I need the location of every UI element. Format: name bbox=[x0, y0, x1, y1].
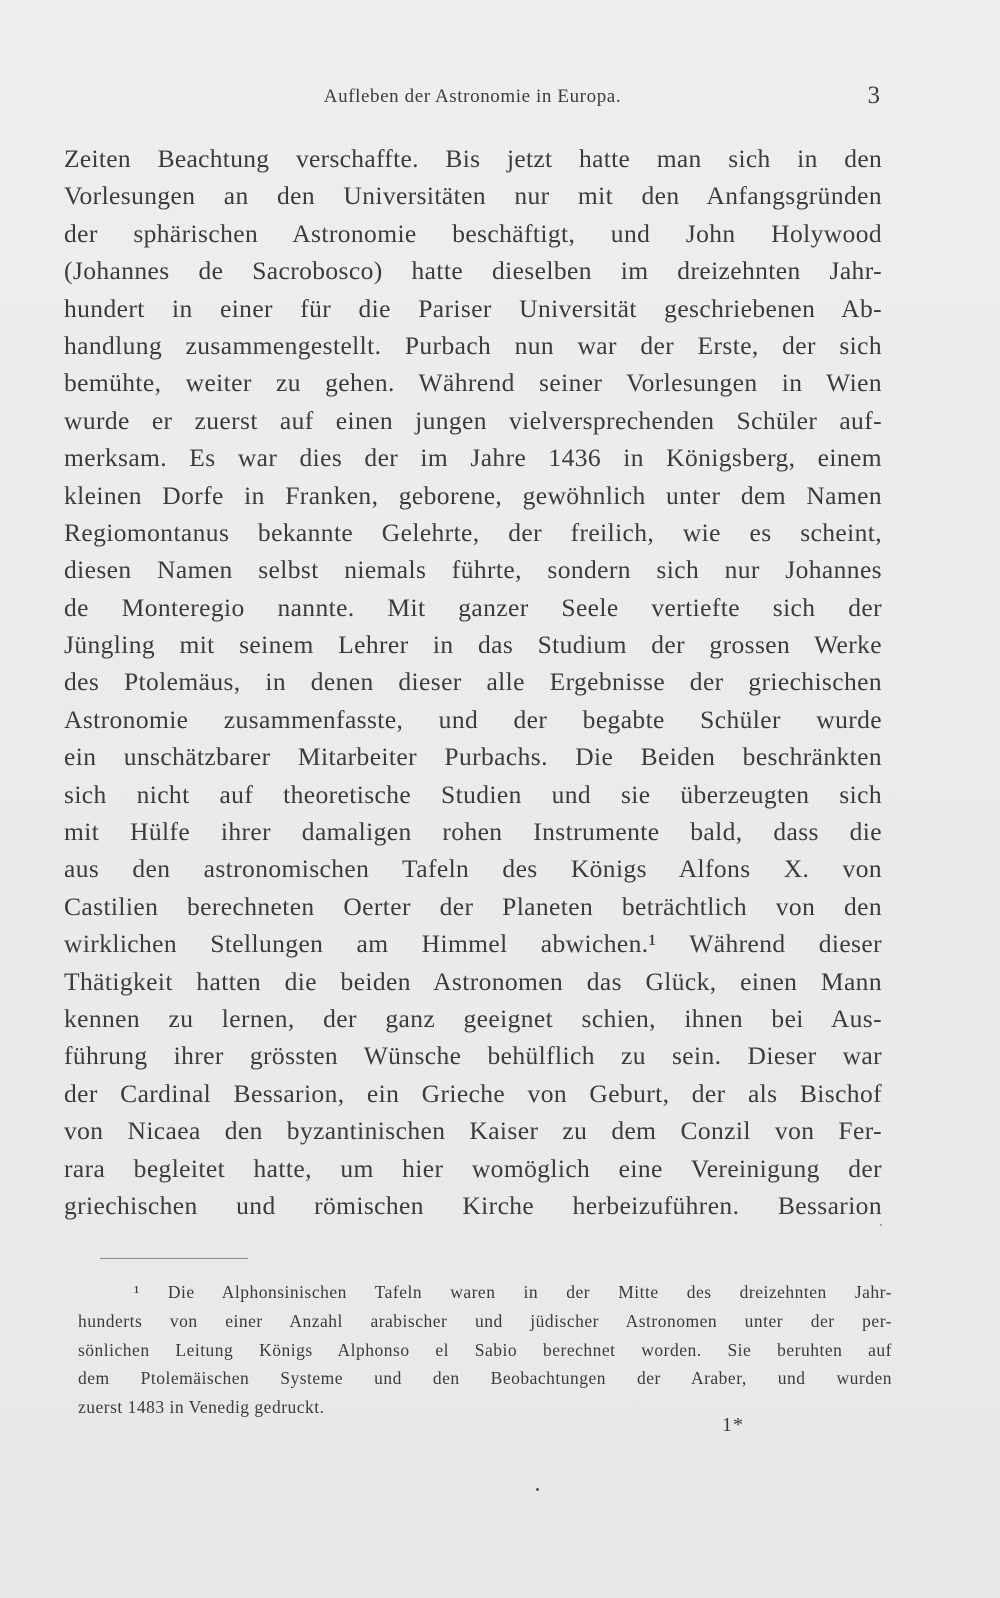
body-line: rara begleitet hatte, um hier womöglich eine Vereinigung der bbox=[64, 1153, 882, 1183]
paper-speck bbox=[880, 1224, 882, 1226]
page-number: 3 bbox=[867, 82, 880, 109]
footnote-divider bbox=[100, 1258, 248, 1259]
body-line: Zeiten Beachtung verschaffte. Bis jetzt hatte man sich in den bbox=[64, 144, 882, 173]
footnote-line: ¹ Die Alphonsinischen Tafeln waren in der Mitte des dreizehnten Jahr- bbox=[134, 1282, 892, 1302]
body-line: kleinen Dorfe in Franken, geborene, gewöhnlich unter dem Namen bbox=[64, 480, 882, 510]
body-line: wirklichen Stellungen am Himmel abwichen.¹ Während dieser bbox=[64, 929, 882, 959]
body-line: de Monteregio nannte. Mit ganzer Seele vertiefte sich der bbox=[64, 592, 882, 622]
running-head bbox=[0, 82, 1000, 114]
footnote-line: dem Ptolemäischen Systeme und den Beobachtungen der Araber, und wurden bbox=[78, 1368, 892, 1389]
body-line: (Johannes de Sacrobosco) hatte dieselben im dreizehnten Jahr- bbox=[64, 256, 882, 286]
body-line: merksam. Es war dies der im Jahre 1436 in Königsberg, einem bbox=[64, 443, 882, 473]
signature-mark: 1* bbox=[722, 1414, 744, 1436]
running-title: Aufleben der Astronomie in Europa. bbox=[323, 86, 622, 107]
body-line: Astronomie zusammenfasste, und der begabte Schüler wurde bbox=[64, 704, 882, 734]
body-line: handlung zusammengestellt. Purbach nun war der Erste, der sich bbox=[64, 330, 882, 360]
body-line: Regiomontanus bekannte Gelehrte, der freilich, wie es scheint, bbox=[64, 517, 882, 547]
body-line: der sphärischen Astronomie beschäftigt, und John Holywood bbox=[64, 218, 882, 248]
body-line: Vorlesungen an den Universitäten nur mit den Anfangsgründen bbox=[64, 181, 882, 211]
body-line: ein unschätzbarer Mitarbeiter Purbachs. Die Beiden beschränkten bbox=[64, 742, 882, 772]
body-line: Thätigkeit hatten die beiden Astronomen das Glück, einen Mann bbox=[64, 966, 882, 996]
body-line: kennen zu lernen, der ganz geeignet schien, ihnen bei Aus- bbox=[64, 1003, 882, 1033]
footnote-line: hunderts von einer Anzahl arabischer und jüdischer Astronomen unter der per- bbox=[78, 1310, 892, 1331]
body-text bbox=[64, 140, 882, 1224]
body-line: Castilien berechneten Oerter der Planeten beträchtlich von den bbox=[64, 891, 882, 921]
paper-speck bbox=[536, 1488, 539, 1491]
body-line: bemühte, weiter zu gehen. Während seiner Vorlesungen in Wien bbox=[64, 368, 882, 398]
footnotes bbox=[78, 1278, 892, 1422]
body-line: diesen Namen selbst niemals führte, sondern sich nur Johannes bbox=[64, 555, 882, 585]
body-line: des Ptolemäus, in denen dieser alle Ergebnisse der griechischen bbox=[64, 667, 882, 697]
body-line: griechischen und römischen Kirche herbeizuführen. Bessarion bbox=[64, 1190, 882, 1220]
body-line: der Cardinal Bessarion, ein Grieche von Geburt, der als Bischof bbox=[64, 1078, 882, 1108]
body-line: aus den astronomischen Tafeln des Königs Alfons X. von bbox=[64, 854, 882, 884]
body-line: mit Hülfe ihrer damaligen rohen Instrumente bald, dass die bbox=[64, 817, 882, 847]
body-line: hundert in einer für die Pariser Universität geschriebenen Ab- bbox=[64, 293, 882, 323]
body-line: Jüngling mit seinem Lehrer in das Studium der grossen Werke bbox=[64, 630, 882, 660]
body-line: führung ihrer grössten Wünsche behülflich zu sein. Dieser war bbox=[64, 1041, 882, 1071]
footnote-line: zuerst 1483 in Venedig gedruckt. bbox=[78, 1397, 325, 1418]
body-line: sich nicht auf theoretische Studien und sie überzeugten sich bbox=[64, 779, 882, 809]
body-line: wurde er zuerst auf einen jungen vielversprechenden Schüler auf- bbox=[64, 405, 882, 435]
footnote-line: sönlichen Leitung Königs Alphonso el Sabio berechnet worden. Sie beruhten auf bbox=[78, 1339, 892, 1360]
body-line: von Nicaea den byzantinischen Kaiser zu dem Conzil von Fer- bbox=[64, 1116, 882, 1146]
